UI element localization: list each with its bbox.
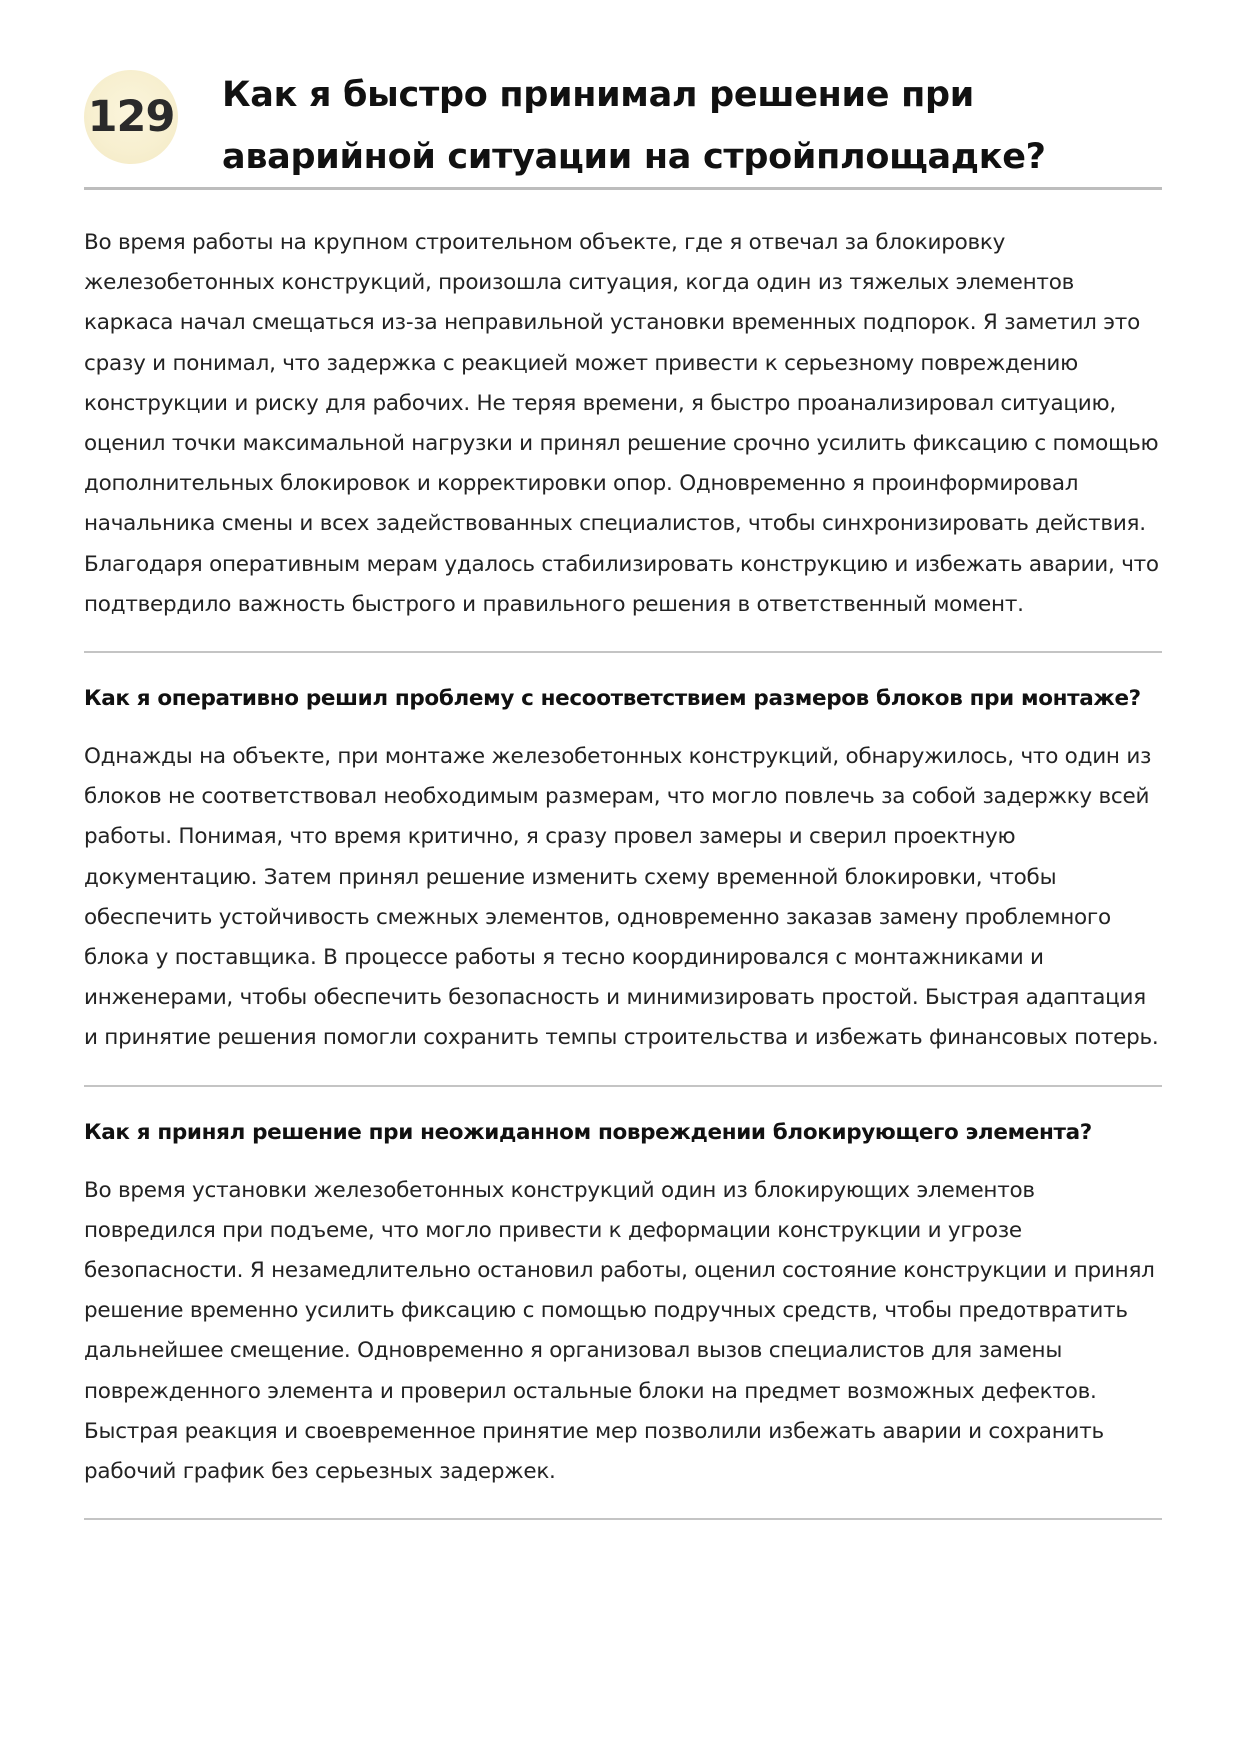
subquestion-heading-2: Как я оперативно решил проблему с несоответствием размеров блоков при монтаже? xyxy=(84,686,1141,712)
section-divider xyxy=(84,1085,1162,1087)
question-header xyxy=(84,56,1162,190)
answer-paragraph-1: Во время работы на крупном строительном объекте, где я отвечал за блокировку железобетонных конструкций, произошла ситуация, когда один из тяжелых элементов каркаса начал смещаться из-за неправильной установки временных подпорок. Я заметил это сразу и понимал, что задержка с реакцией может привести к серьезному повреждению конструкции и риску для рабочих. Не теряя времени, я быстро проанализировал ситуацию, оценил точки максимальной нагрузки и принял решение срочно усилить фиксацию с помощью дополнительных блокировок и корректировки опор. Одновременно я проинформировал начальника смены и всех задействованных специалистов, чтобы синхронизировать действия. Благодаря оперативным мерам удалось стабилизировать конструкцию и избежать аварии, что подтвердило важность быстрого и правильного решения в ответственный момент. xyxy=(84,230,1159,617)
section-divider xyxy=(84,1518,1162,1520)
document-page xyxy=(84,56,1162,1520)
question-number-badge xyxy=(84,70,178,164)
question-number: 129 xyxy=(87,92,175,142)
subquestion-heading-3: Как я принял решение при неожиданном повреждении блокирующего элемента? xyxy=(84,1119,1092,1145)
section-divider xyxy=(84,651,1162,653)
page-title: Как я быстро принимал решение при аварийной ситуации на стройплощадке? xyxy=(222,75,1046,177)
answer-paragraph-3: Во время установки железобетонных конструкций один из блокирующих элементов повредился при подъеме, что могло привести к деформации конструкции и угрозе безопасности. Я незамедлительно остановил работы, оценил состояние конструкции и принял решение временно усилить фиксацию с помощью подручных средств, чтобы предотвратить дальнейшее смещение. Одновременно я организовал вызов специалистов для замены поврежденного элемента и проверил остальные блоки на предмет возможных дефектов. Быстрая реакция и своевременное принятие мер позволили избежать аварии и сохранить рабочий график без серьезных задержек. xyxy=(84,1177,1155,1485)
answer-paragraph-2: Однажды на объекте, при монтаже железобетонных конструкций, обнаружилось, что один из блоков не соответствовал необходимым размерам, что могло повлечь за собой задержку всей работы. Понимая, что время критично, я сразу провел замеры и сверил проектную документацию. Затем принял решение изменить схему временной блокировки, чтобы обеспечить устойчивость смежных элементов, одновременно заказав замену проблемного блока у поставщика. В процессе работы я тесно координировался с монтажниками и инженерами, чтобы обеспечить безопасность и минимизировать простой. Быстрая адаптация и принятие решения помогли сохранить темпы строительства и избежать финансовых потерь. xyxy=(84,744,1159,1051)
